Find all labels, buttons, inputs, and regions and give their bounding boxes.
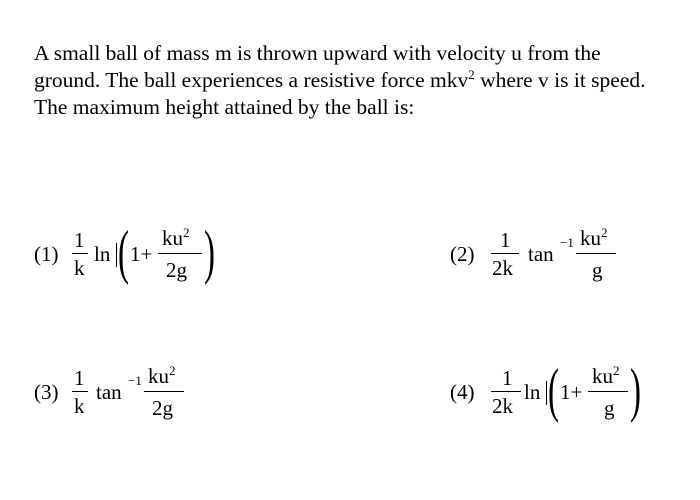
option-4-inner-numerator-sup: 2 [613,363,620,378]
option-4-left-paren: ( [548,357,559,423]
option-1-number: (1) [34,242,59,266]
option-3-function: tan [96,380,122,404]
option-4-number: (4) [450,380,475,404]
option-1-left-paren: ( [118,219,129,285]
option-4-right-paren: ) [630,357,641,423]
option-3-inner-numerator-sup: 2 [169,363,176,378]
option-3-inner-fraction-bar [144,391,184,392]
option-2-function: tan [528,242,554,266]
option-1-inner-numerator-sup: 2 [183,225,190,240]
option-4-inner-denominator: g [604,396,615,420]
option-1-inner-numerator [162,225,190,250]
option-1[interactable] [34,220,234,300]
option-4-inner-numerator-base: ku [592,364,613,388]
question-text [34,40,664,121]
option-1-right-paren: ) [204,219,215,285]
question-text-part-1: A small ball of mass m is thrown upward with velocity u from the ground. The ball experiences a resistive force mkv [34,41,601,92]
option-4-one-plus: 1+ [560,380,583,404]
option-2-inner-numerator-base: ku [580,226,601,250]
option-1-coef-fraction-bar [72,253,88,254]
option-1-coef-denominator: k [74,256,85,280]
option-3-coef-denominator: k [74,394,85,418]
option-4-coef-numerator: 1 [502,366,513,390]
option-3-coef-fraction-bar [72,391,88,392]
option-1-function: ln [94,242,111,266]
option-3-inner-denominator: 2g [152,396,173,420]
option-1-abs-bar [116,243,117,267]
option-2-coef-fraction-bar [491,253,519,254]
option-2[interactable] [450,220,650,300]
option-4[interactable] [450,358,670,438]
option-1-inner-numerator-base: ku [162,226,183,250]
option-3-inner-numerator [148,363,176,388]
option-1-coef-numerator: 1 [74,228,85,252]
option-2-inner-numerator-sup: 2 [601,225,608,240]
option-2-number: (2) [450,242,475,266]
option-4-inner-fraction-bar [588,391,628,392]
option-2-coef-numerator: 1 [500,228,511,252]
option-4-inner-numerator [592,363,620,388]
option-4-coef-denominator: 2k [492,394,513,418]
option-1-inner-fraction-bar [158,253,202,254]
option-3-function-sup: −1 [128,373,142,388]
option-1-one-plus: 1+ [130,242,153,266]
option-3-inner-numerator-base: ku [148,364,169,388]
option-2-coef-denominator: 2k [492,256,513,280]
option-1-inner-denominator: 2g [166,258,187,282]
option-2-function-sup: −1 [560,235,574,250]
option-4-coef-fraction-bar [491,391,521,392]
option-2-inner-denominator: g [592,258,603,282]
question-text-part-2: where v is it speed. The maximum height attained by the ball is: [34,68,646,119]
option-3[interactable] [34,358,234,438]
option-3-coef-numerator: 1 [74,366,85,390]
option-2-inner-numerator [580,225,608,250]
option-4-abs-bar [546,381,547,405]
question-superscript: 2 [468,66,475,82]
option-4-function: ln [524,380,541,404]
option-3-number: (3) [34,380,59,404]
option-2-inner-fraction-bar [576,253,616,254]
